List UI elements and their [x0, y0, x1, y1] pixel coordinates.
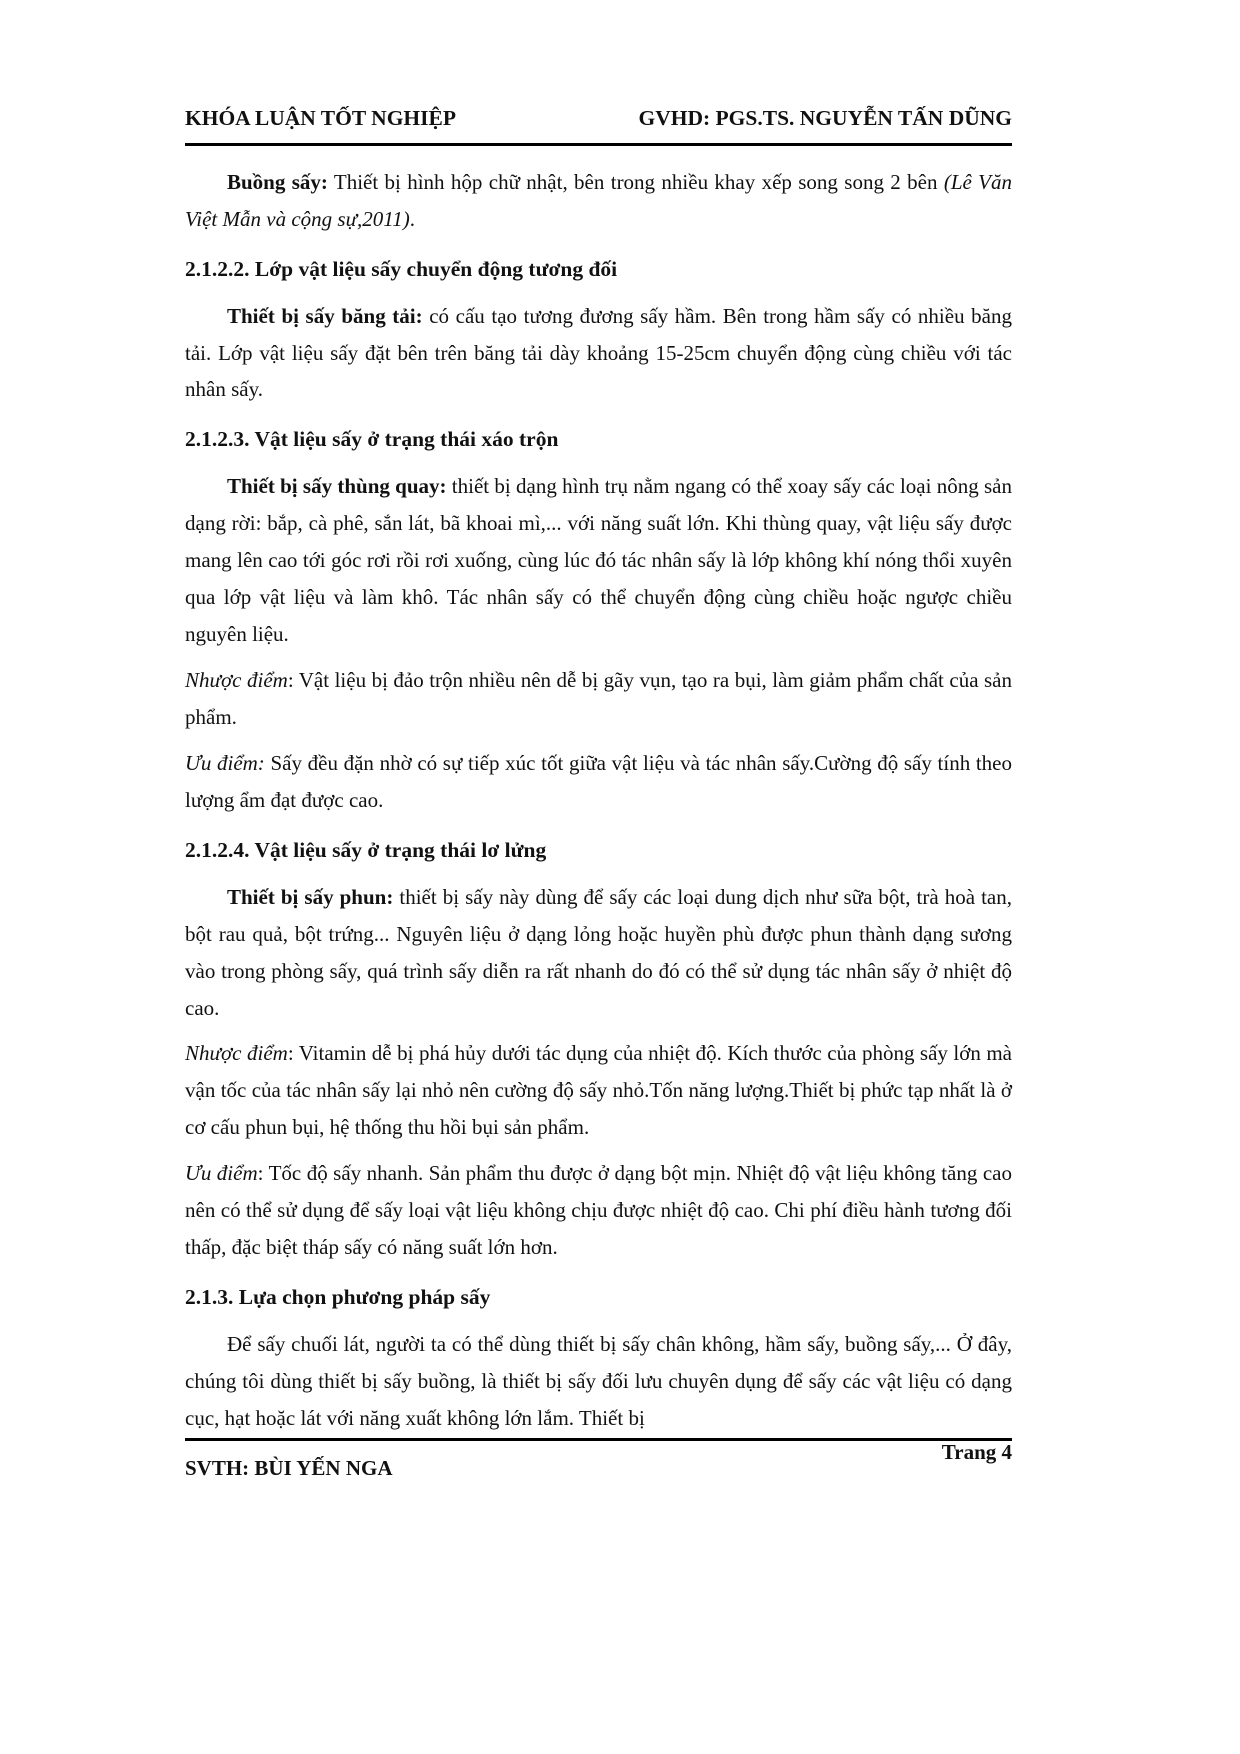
bold-lead-bang-tai: Thiết bị sấy băng tải: — [227, 303, 423, 328]
paragraph-text: : Tốc độ sấy nhanh. Sản phẩm thu được ở dạng bột mịn. Nhiệt độ vật liệu không tăng cao nên có thể sử dụng để sấy loại vật liệu không chịu được nhiệt độ cao. Chi phí điều hành tương đối thấp, đặc biệt tháp sấy có năng suất lớn hơn. — [185, 1161, 1012, 1260]
bold-lead-thung-quay: Thiết bị sấy thùng quay: — [227, 474, 447, 499]
paragraph-thung-quay — [185, 468, 1012, 653]
italic-lead-nhuoc-diem-1: Nhược điểm — [185, 668, 288, 693]
document-body — [185, 164, 1012, 1437]
bold-lead-buong-say: Buồng sấy: — [227, 169, 328, 194]
paragraph-uu-diem-2 — [185, 1155, 1012, 1266]
header-title-right: GVHD: PGS.TS. NGUYỄN TẤN DŨNG — [638, 106, 1012, 130]
page-number: Trang 4 — [941, 1440, 1012, 1464]
paragraph-nhuoc-diem-2 — [185, 1035, 1012, 1146]
paragraph-buong-say — [185, 164, 1012, 238]
paragraph-uu-diem-1 — [185, 745, 1012, 819]
footer-author: SVTH: BÙI YẾN NGA — [185, 1456, 393, 1480]
paragraph-text: . — [409, 206, 415, 231]
heading-2-1-2-2: 2.1.2.2. Lớp vật liệu sấy chuyển động tương đối — [185, 256, 618, 281]
bold-lead-say-phun: Thiết bị sấy phun: — [227, 884, 394, 909]
paragraph-text: Thiết bị hình hộp chữ nhật, bên trong nhiều khay xếp song song 2 bên — [327, 169, 944, 194]
paragraph-text: có cấu tạo tương đương sấy hầm. Bên trong hầm sấy có nhiều băng tải. Lớp vật liệu sấy đặt bên trên băng tải dày khoảng 15-25cm chuyển động cùng chiều với tác nhân sấy. — [185, 303, 1012, 402]
paragraph-bang-tai — [185, 298, 1012, 409]
italic-lead-uu-diem-1: Ưu điểm: — [185, 750, 265, 775]
page-header — [185, 100, 1012, 146]
paragraph-lua-chon — [185, 1326, 1012, 1437]
paragraph-text: : Vitamin dễ bị phá hủy dưới tác dụng của nhiệt độ. Kích thước của phòng sấy lớn mà vận tốc của tác nhân sấy lại nhỏ nên cường độ sấy nhỏ.Tốn năng lượng.Thiết bị phức tạp nhất là ở cơ cấu phun bụi, hệ thống thu hồi bụi sản phẩm. — [185, 1041, 1013, 1140]
italic-lead-nhuoc-diem-2: Nhược điểm — [185, 1041, 288, 1066]
page-footer — [185, 1438, 1012, 1487]
italic-lead-uu-diem-2: Ưu điểm — [185, 1161, 258, 1186]
paragraph-text: Sấy đều đặn nhờ có sự tiếp xúc tốt giữa vật liệu và tác nhân sấy.Cường độ sấy tính theo lượng ẩm đạt được cao. — [185, 750, 1012, 812]
heading-2-1-2-3: 2.1.2.3. Vật liệu sấy ở trạng thái xáo trộn — [185, 427, 559, 452]
paragraph-say-phun — [185, 879, 1012, 1027]
header-title-left: KHÓA LUẬN TỐT NGHIỆP — [185, 106, 456, 130]
citation-text: (Lê Văn Việt Mẫn và cộng sự,2011) — [185, 169, 1012, 231]
paragraph-text: Để sấy chuối lát, người ta có thể dùng thiết bị sấy chân không, hầm sấy, buồng sấy,... Ở đây, chúng tôi dùng thiết bị sấy buồng, là thiết bị sấy đối lưu chuyên dụng để sấy các vật liệu có dạng cục, hạt hoặc lát với năng xuất không lớn lắm. Thiết bị — [185, 1332, 1012, 1430]
paragraph-text: : Vật liệu bị đảo trộn nhiều nên dễ bị gãy vụn, tạo ra bụi, làm giảm phẩm chất của sản phẩm. — [185, 668, 1013, 729]
heading-2-1-2-4: 2.1.2.4. Vật liệu sấy ở trạng thái lơ lửng — [185, 837, 547, 862]
paragraph-nhuoc-diem-1 — [185, 662, 1012, 736]
paragraph-text: thiết bị dạng hình trụ nằm ngang có thể xoay sấy các loại nông sản dạng rời: bắp, cà phê, sắn lát, bã khoai mì,... với năng suất lớn. Khi thùng quay, vật liệu sấy được mang lên cao tới góc rơi rồi rơi xuống, cùng lúc đó tác nhân sấy là lớp không khí nóng thổi xuyên qua lớp vật liệu và làm khô. Tác nhân sấy có thể chuyển động cùng chiều hoặc ngược chiều nguyên liệu. — [185, 474, 1013, 647]
paragraph-text: thiết bị sấy này dùng để sấy các loại dung dịch như sữa bột, trà hoà tan, bột rau quả, bột trứng... Nguyên liệu ở dạng lỏng hoặc huyền phù được phun thành dạng sương vào trong phòng sấy, quá trình sấy diễn ra rất nhanh do đó có thể sử dụng tác nhân sấy ở nhiệt độ cao. — [185, 884, 1012, 1020]
heading-2-1-3: 2.1.3. Lựa chọn phương pháp sấy — [185, 1285, 491, 1310]
